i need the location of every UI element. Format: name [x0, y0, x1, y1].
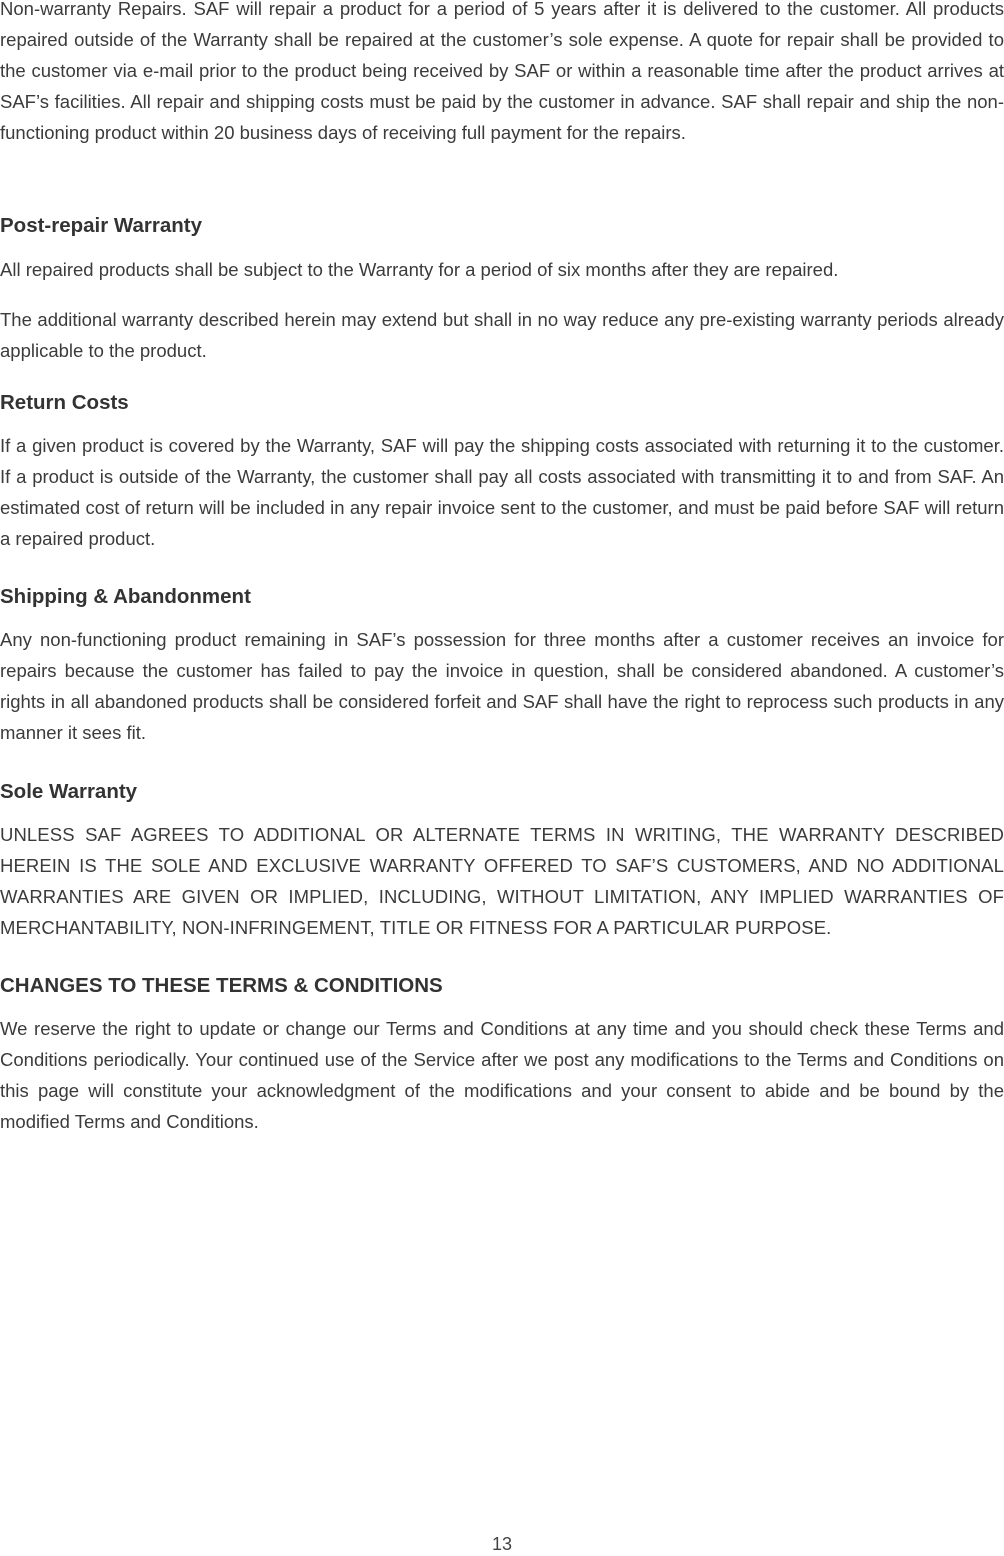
changes-terms-paragraph: We reserve the right to update or change our Terms and Conditions at any time and you should check these Terms and Conditions periodically. Your continued use of the Service after we post any modifications to the Terms and Conditions on this page will constitute your acknowledgment of the modifications and your consent to abide and be bound by the modified Terms and Conditions.: [0, 1018, 1004, 1132]
return-costs-paragraph: If a given product is covered by the Warranty, SAF will pay the shipping costs associated with returning it to the customer. If a product is outside of the Warranty, the customer shall pay all costs associated with transmitting it to and from SAF. An estimated cost of return will be included in any repair invoice sent to the customer, and must be paid before SAF will return a repaired product.: [0, 435, 1004, 549]
shipping-abandonment-paragraph: Any non-functioning product remaining in SAF’s possession for three months after a customer receives an invoice for repairs because the customer has failed to pay the invoice in question, shall be considered abandoned. A customer’s rights in all abandoned products shall be considered forfeit and SAF shall have the right to reprocess such products in any manner it sees fit.: [0, 629, 1004, 743]
post-repair-warranty-paragraph: All repaired products shall be subject to the Warranty for a period of six months after they are repaired.: [0, 259, 839, 280]
shipping-abandonment-heading: Shipping & Abandonment: [0, 585, 251, 608]
page-number: 13: [491, 1534, 513, 1554]
non-warranty-repairs-paragraph: Non-warranty Repairs. SAF will repair a product for a period of 5 years after it is delivered to the customer. All products repaired outside of the Warranty shall be repaired at the customer’s sole expense. A quote for repair shall be provided to the customer via e-mail prior to the product being received by SAF or within a reasonable time after the product arrives at SAF’s facilities. All repair and shipping costs must be paid by the customer in advance. SAF shall repair and ship the non-functioning product within 20 business days of receiving full payment for the repairs.: [0, 0, 1004, 143]
additional-warranty-paragraph: The additional warranty described herein may extend but shall in no way reduce any pre-existing warranty periods already applicable to the product.: [0, 309, 1004, 361]
sole-warranty-paragraph: UNLESS SAF AGREES TO ADDITIONAL OR ALTERNATE TERMS IN WRITING, THE WARRANTY DESCRIBED HEREIN IS THE SOLE AND EXCLUSIVE WARRANTY OFFERED TO SAF’S CUSTOMERS, AND NO ADDITIONAL WARRANTIES ARE GIVEN OR IMPLIED, INCLUDING, WITHOUT LIMITATION, ANY IMPLIED WARRANTIES OF MERCHANTABILITY, NON-INFRINGEMENT, TITLE OR FITNESS FOR A PARTICULAR PURPOSE.: [0, 824, 1004, 938]
changes-terms-heading: CHANGES TO THESE TERMS & CONDITIONS: [0, 974, 443, 997]
sole-warranty-heading: Sole Warranty: [0, 780, 138, 803]
return-costs-heading: Return Costs: [0, 391, 129, 414]
post-repair-warranty-heading: Post-repair Warranty: [0, 214, 203, 237]
